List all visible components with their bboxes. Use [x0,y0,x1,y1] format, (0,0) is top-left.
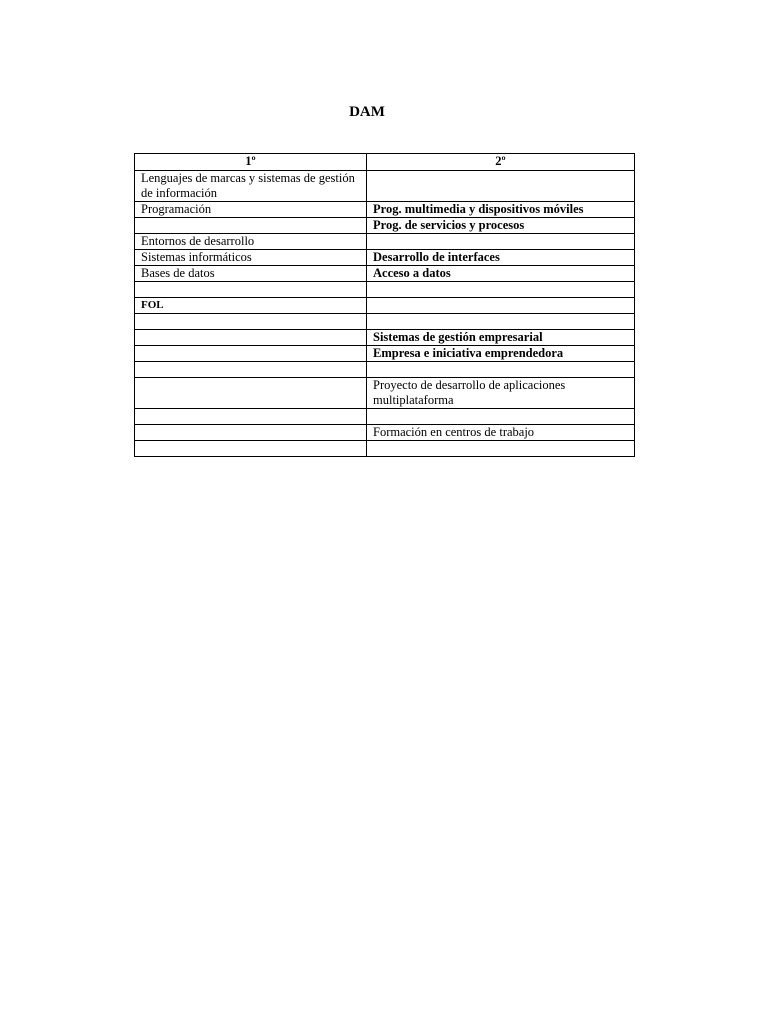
second-year-module: Empresa e iniciativa emprendedora [367,346,635,362]
first-year-module: Lenguajes de marcas y sistemas de gestión de información [135,171,367,202]
first-year-module [135,282,367,298]
second-year-module: Acceso a datos [367,266,635,282]
first-year-module: Entornos de desarrollo [135,234,367,250]
table-row [135,250,635,266]
first-year-module [135,218,367,234]
table-row [135,346,635,362]
modules-table [134,153,635,457]
table-row [135,378,635,409]
second-year-module: Sistemas de gestión empresarial [367,330,635,346]
first-year-module: Bases de datos [135,266,367,282]
first-year-module [135,314,367,330]
table-row [135,298,635,314]
second-year-module: Desarrollo de interfaces [367,250,635,266]
second-year-module: Proyecto de desarrollo de aplicaciones multiplataforma [367,378,635,409]
second-year-module [367,409,635,425]
table-row [135,409,635,425]
table-row [135,171,635,202]
document-title: DAM [349,104,385,120]
second-year-module [367,362,635,378]
first-year-module [135,378,367,409]
second-year-module [367,441,635,457]
second-year-module [367,282,635,298]
table-row [135,218,635,234]
second-year-module: Prog. de servicios y procesos [367,218,635,234]
table-row [135,282,635,298]
first-year-module: Programación [135,202,367,218]
first-year-module [135,346,367,362]
first-year-module [135,441,367,457]
second-year-module [367,298,635,314]
first-year-module [135,330,367,346]
table-header-row [135,154,635,171]
second-year-module [367,234,635,250]
header-first-year: 1º [135,154,367,171]
header-second-year: 2º [367,154,635,171]
second-year-module: Prog. multimedia y dispositivos móviles [367,202,635,218]
table-row [135,362,635,378]
second-year-module [367,314,635,330]
table-row [135,330,635,346]
first-year-module: FOL [135,298,367,314]
table-row [135,234,635,250]
first-year-module [135,362,367,378]
first-year-module [135,409,367,425]
first-year-module: Sistemas informáticos [135,250,367,266]
table-row [135,441,635,457]
table-row [135,425,635,441]
second-year-module: Formación en centros de trabajo [367,425,635,441]
second-year-module [367,171,635,202]
table-row [135,202,635,218]
first-year-module [135,425,367,441]
table-row [135,314,635,330]
table-row [135,266,635,282]
